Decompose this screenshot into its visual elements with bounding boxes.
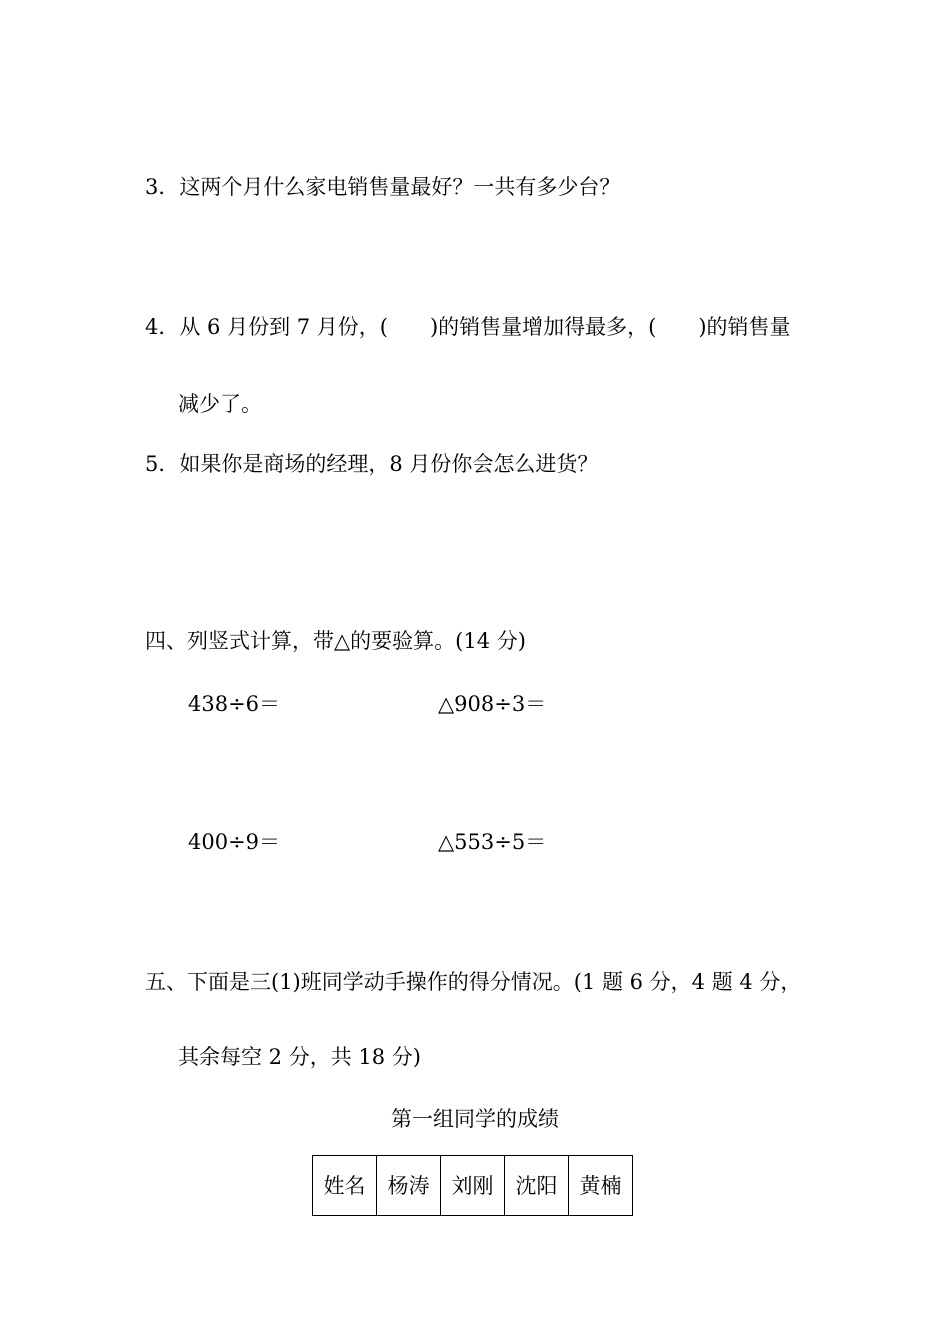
table-cell-name-header: 姓名 xyxy=(313,1156,377,1216)
table-row xyxy=(313,1156,633,1216)
section-4-heading: 四、列竖式计算，带△的要验算。(14 分) xyxy=(145,629,526,653)
question-4-line-1: 4．从 6 月份到 7 月份，( )的销售量增加得最多，( )的销售量 xyxy=(145,315,791,339)
question-4-line-2: 减少了。 xyxy=(178,392,262,416)
table-cell-student: 黄楠 xyxy=(569,1156,633,1216)
score-table xyxy=(312,1155,633,1216)
question-5: 5．如果你是商场的经理，8 月份你会怎么进货？ xyxy=(145,452,599,476)
calc-item-1: 438÷6＝ xyxy=(188,692,281,716)
question-3: 3．这两个月什么家电销售量最好？一共有多少台？ xyxy=(145,175,621,199)
table-cell-student: 杨涛 xyxy=(377,1156,441,1216)
section-5-heading-line-1: 五、下面是三(1)班同学动手操作的得分情况。(1 题 6 分，4 题 4 分， xyxy=(145,970,802,994)
calc-item-4: △553÷5＝ xyxy=(438,830,547,854)
table-cell-student: 沈阳 xyxy=(505,1156,569,1216)
calc-item-2: △908÷3＝ xyxy=(438,692,547,716)
section-5-heading-line-2: 其余每空 2 分，共 18 分) xyxy=(178,1045,421,1069)
calc-item-3: 400÷9＝ xyxy=(188,830,281,854)
table-caption: 第一组同学的成绩 xyxy=(391,1107,559,1131)
table-cell-student: 刘刚 xyxy=(441,1156,505,1216)
